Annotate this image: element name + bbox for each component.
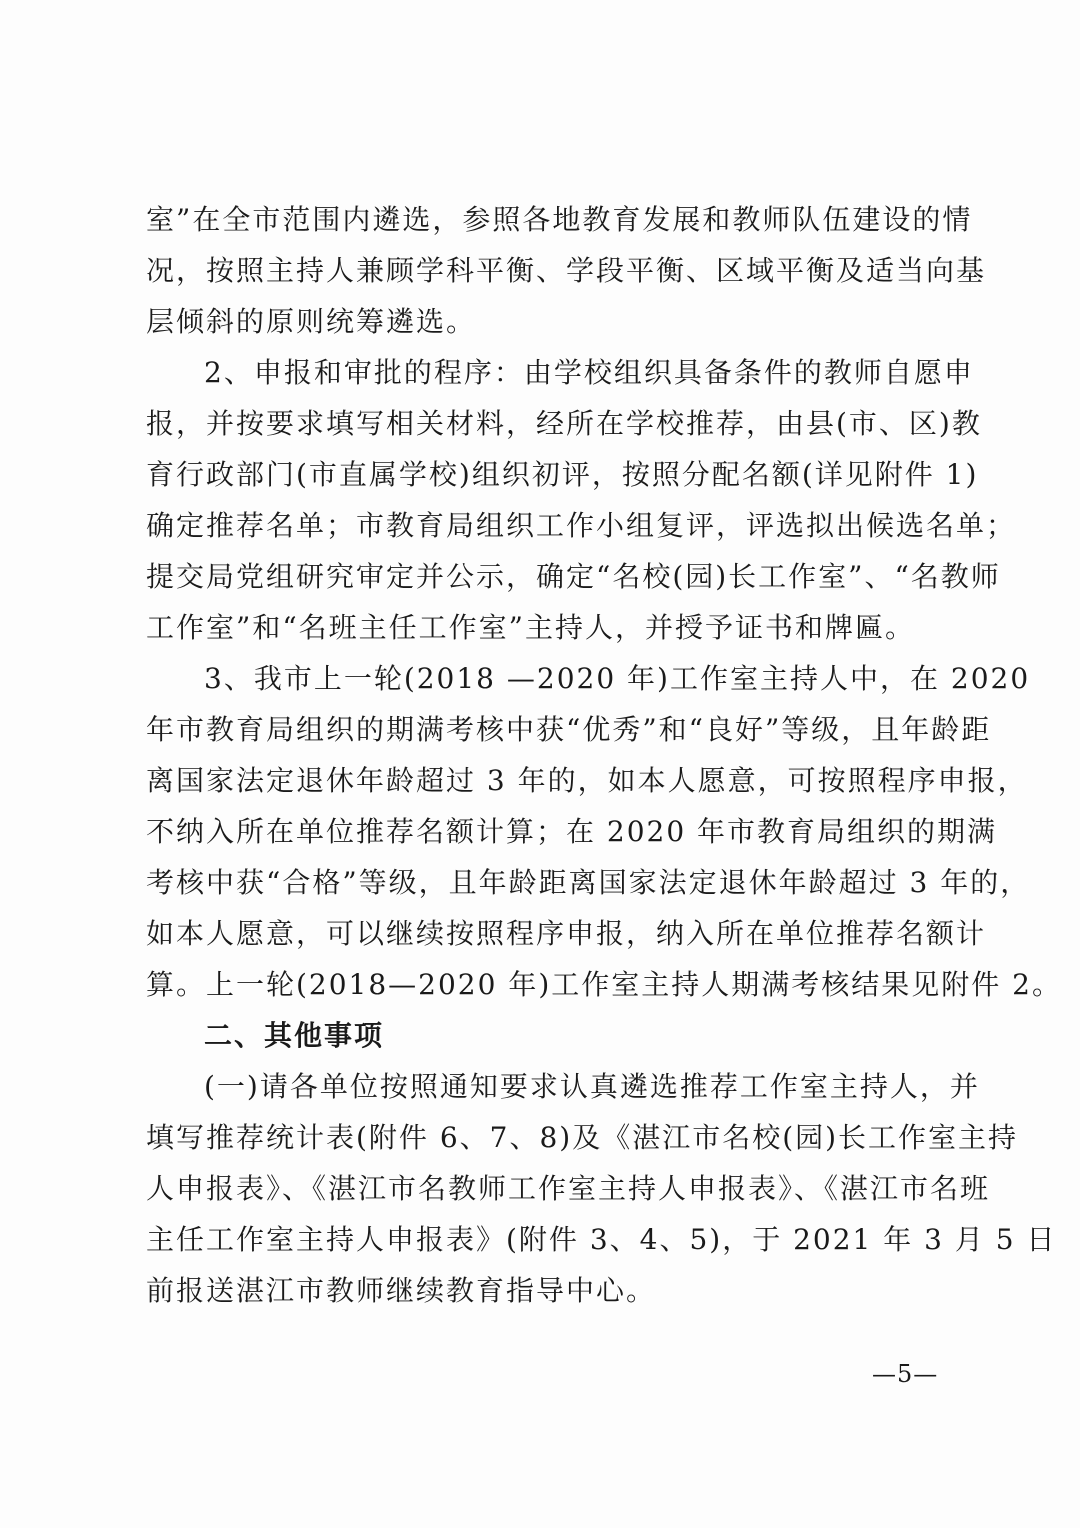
text-line: 2、申报和审批的程序：由学校组织具备条件的教师自愿申 — [204, 356, 974, 389]
text-line: 主任工作室主持人申报表》(附件 3、4、5)，于 2021 年 3 月 5 日 — [146, 1223, 1057, 1256]
page-number: —5— — [872, 1360, 939, 1388]
section-heading: 二、其他事项 — [204, 1019, 385, 1052]
text-line: 室”在全市范围内遴选，参照各地教育发展和教师队伍建设的情 — [146, 203, 973, 236]
text-line: 年市教育局组织的期满考核中获“优秀”和“良好”等级，且年龄距 — [146, 713, 992, 746]
text-line: 提交局党组研究审定并公示，确定“名校(园)长工作室”、“名教师 — [146, 560, 1001, 593]
text-line: 算。上一轮(2018—2020 年)工作室主持人期满考核结果见附件 2。 — [146, 968, 1062, 1001]
text-line: 离国家法定退休年龄超过 3 年的，如本人愿意，可按照程序申报， — [146, 764, 1028, 797]
text-line: 况，按照主持人兼顾学科平衡、学段平衡、区域平衡及适当向基 — [146, 254, 987, 287]
text-line: 如本人愿意，可以继续按照程序申报，纳入所在单位推荐名额计 — [146, 917, 987, 950]
text-line: 人申报表》、《湛江市名教师工作室主持人申报表》、《湛江市名班 — [146, 1172, 991, 1205]
body-text — [146, 194, 1062, 1316]
text-line: 考核中获“合格”等级，且年龄距离国家法定退休年龄超过 3 年的， — [146, 866, 1031, 899]
text-line: 报，并按要求填写相关材料，经所在学校推荐，由县(市、区)教 — [146, 407, 982, 440]
text-line: (一)请各单位按照通知要求认真遴选推荐工作室主持人，并 — [204, 1070, 980, 1103]
text-line: 不纳入所在单位推荐名额计算；在 2020 年市教育局组织的期满 — [146, 815, 998, 848]
text-line: 前报送湛江市教师继续教育指导中心。 — [146, 1274, 657, 1307]
text-line: 层倾斜的原则统筹遴选。 — [146, 305, 477, 338]
text-line: 工作室”和“名班主任工作室”主持人，并授予证书和牌匾。 — [146, 611, 915, 644]
text-line: 确定推荐名单；市教育局组织工作小组复评，评选拟出候选名单； — [146, 509, 1017, 542]
text-line: 3、我市上一轮(2018 —2020 年)工作室主持人中，在 2020 — [204, 662, 1031, 695]
text-line: 填写推荐统计表(附件 6、7、8)及《湛江市名校(园)长工作室主持 — [146, 1121, 1019, 1154]
text-line: 育行政部门(市直属学校)组织初评，按照分配名额(详见附件 1) — [146, 458, 979, 491]
